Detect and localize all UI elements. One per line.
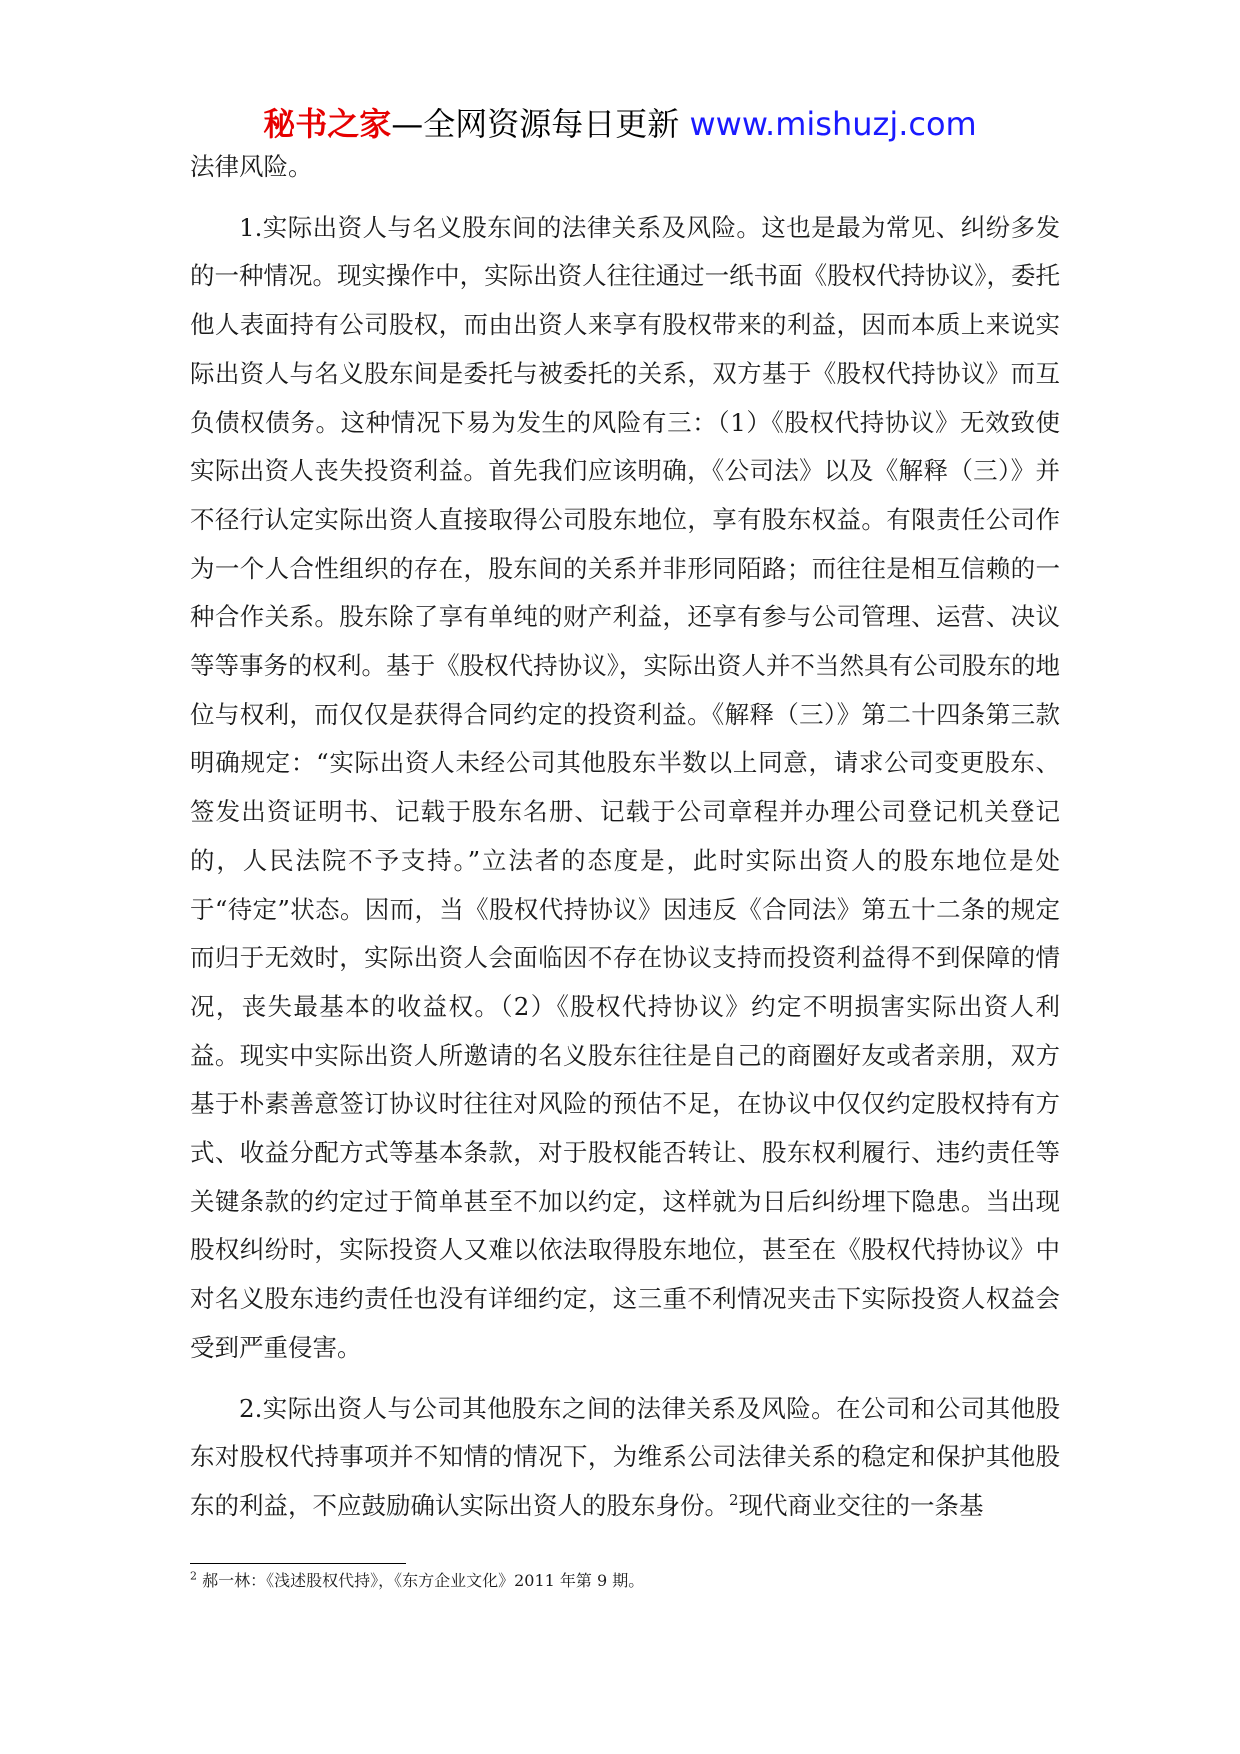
footnote-marker: 2 <box>190 1569 197 1583</box>
footnote <box>190 1568 1060 1594</box>
paragraph-2 <box>190 1385 1060 1531</box>
header-url-link[interactable]: www.mishuzj.com <box>689 105 977 143</box>
document-body <box>190 143 1060 1531</box>
paragraph-1: 1.实际出资人与名义股东间的法律关系及风险。这也是最为常见、纠纷多发的一种情况。现实操作中，实际出资人往往通过一纸书面《股权代持协议》，委托他人表面持有公司股权，而由出资人来享有股权带来的利益，因而本质上来说实际出资人与名义股东间是委托与被委托的关系，双方基于《股权代持协议》而互负债权债务。这种情况下易为发生的风险有三：（1）《股权代持协议》无效致使实际出资人丧失投资利益。首先我们应该明确，《公司法》以及《解释（三）》并不径行认定实际出资人直接取得公司股东地位，享有股东权益。有限责任公司作为一个人合性组织的存在，股东间的关系并非形同陌路；而往往是相互信赖的一种合作关系。股东除了享有单纯的财产利益，还享有参与公司管理、运营、决议等等事务的权利。基于《股权代持协议》，实际出资人并不当然具有公司股东的地位与权利，而仅仅是获得合同约定的投资利益。《解释（三）》第二十四条第三款明确规定：“实际出资人未经公司其他股东半数以上同意，请求公司变更股东、签发出资证明书、记载于股东名册、记载于公司章程并办理公司登记机关登记的，人民法院不予支持。”立法者的态度是，此时实际出资人的股东地位是处于“待定”状态。因而，当《股权代持协议》因违反《合同法》第五十二条的规定而归于无效时，实际出资人会面临因不存在协议支持而投资利益得不到保障的情况，丧失最基本的收益权。（2）《股权代持协议》约定不明损害实际出资人利益。现实中实际出资人所邀请的名义股东往往是自己的商圈好友或者亲朋，双方基于朴素善意签订协议时往往对风险的预估不足，在协议中仅仅约定股权持有方式、收益分配方式等基本条款，对于股权能否转让、股东权利履行、违约责任等关键条款的约定过于简单甚至不加以约定，这样就为日后纠纷埋下隐患。当出现股权纠纷时，实际投资人又难以依法取得股东地位，甚至在《股权代持协议》中对名义股东违约责任也没有详细约定，这三重不利情况夹击下实际投资人权益会受到严重侵害。 <box>190 212 1060 1362</box>
header-brand: 秘书之家 <box>263 105 392 143</box>
header-tagline: —全网资源每日更新 <box>391 105 680 143</box>
paragraph-2-tail: 现代商业交往的一条基 <box>738 1490 984 1520</box>
footnote-divider <box>190 1563 406 1564</box>
paragraph-2-text: 2.实际出资人与公司其他股东之间的法律关系及风险。在公司和公司其他股东对股权代持事项并不知情的情况下，为维系公司法律关系的稳定和保护其他股东的利益，不应鼓励确认实际出资人的股东身份。 <box>190 1393 1060 1520</box>
continuation-line: 法律风险。 <box>190 152 313 181</box>
page-header <box>0 100 1240 148</box>
footnote-reference[interactable]: 2 <box>729 1490 739 1509</box>
footnote-text: 郝一林：《浅述股权代持》，《东方企业文化》2011 年第 9 期。 <box>197 1571 645 1590</box>
